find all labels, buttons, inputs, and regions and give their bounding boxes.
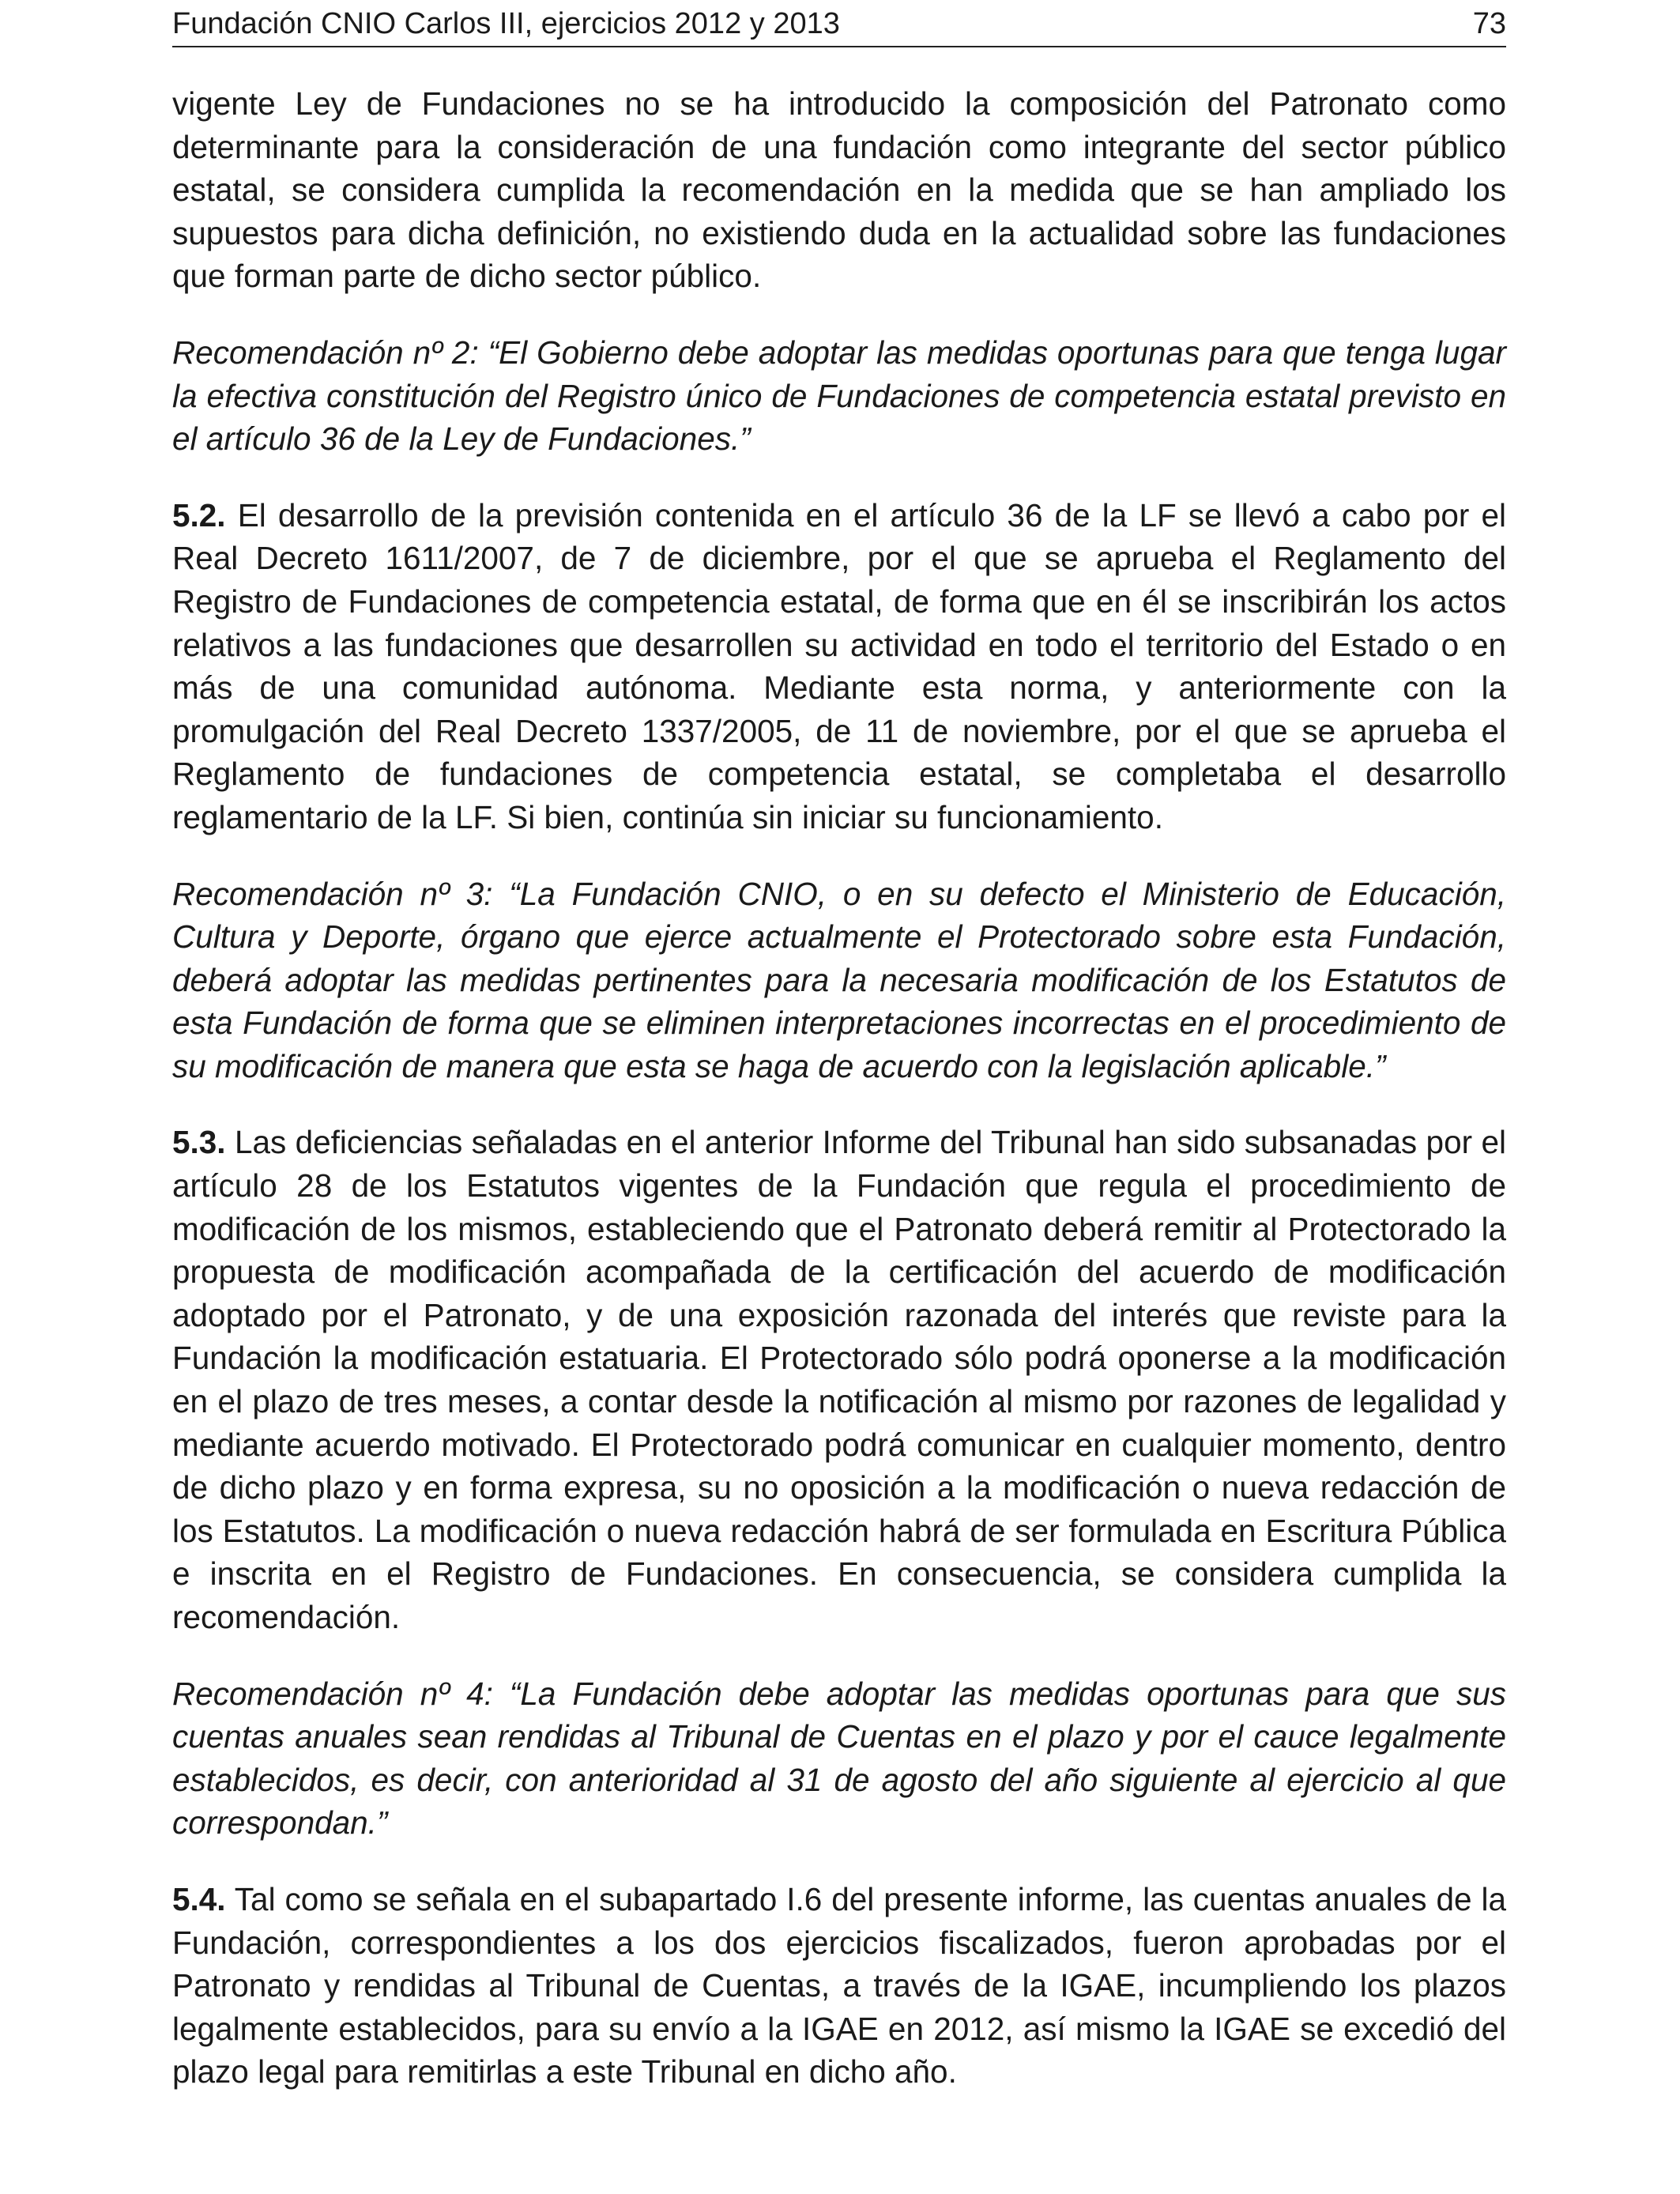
section-5-3 [172,1121,1506,1638]
section-5-2 [172,494,1506,839]
section-number: 5.4. [172,1880,226,1917]
section-number: 5.3. [172,1124,226,1161]
recommendation-text: Recomendación nº 2: “El Gobierno debe adoptar las medidas oportunas para que tenga lugar la efectiva constitución del Registro único de Fundaciones de competencia estatal previsto en el artículo 36 de la Ley de Fundaciones.” [172,334,1506,458]
header-title: Fundación CNIO Carlos III, ejercicios 2012 y 2013 [172,7,840,40]
recommendation-text: Recomendación nº 3: “La Fundación CNIO, o en su defecto el Ministerio de Educación, Cultura y Deporte, órgano que ejerce actualmente el Protectorado sobre esta Fundación, deberá adoptar las medidas pertinentes para la necesaria modificación de los Estatutos de esta Fundación de forma que se eliminen interpretaciones incorrectas en el procedimiento de su modificación de manera que esta se haga de acuerdo con la legislación aplicable.” [172,875,1506,1084]
paragraph-continuation [172,82,1506,298]
section-text: Las deficiencias señaladas en el anterior Informe del Tribunal han sido subsanadas por el artículo 28 de los Estatutos vigentes de la Fundación que regula el procedimiento de modificación de los mismos, estableciendo que el Patronato deberá remitir al Protectorado la propuesta de modificación acompañada de la certificación del acuerdo de modificación adoptado por el Patronato, y de una exposición razonada del interés que reviste para la Fundación la modificación estatuaria. El Protectorado sólo podrá oponerse a la modificación en el plazo de tres meses, a contar desde la notificación al mismo por razones de legalidad y mediante acuerdo motivado. El Protectorado podrá comunicar en cualquier momento, dentro de dicho plazo y en forma expresa, su no oposición a la modificación o nueva redacción de los Estatutos. La modificación o nueva redacción habrá de ser formulada en Escritura Pública e inscrita en el Registro de Fundaciones. En consecuencia, se considera cumplida la recomendación. [172,1124,1506,1635]
document-page [172,0,1506,2127]
section-text: Tal como se señala en el subapartado I.6 del presente informe, las cuentas anuales de la Fundación, correspondientes a los dos ejercicios fiscalizados, fueron aprobadas por el Patronato y rendidas al Tribunal de Cuentas, a través de la IGAE, incumpliendo los plazos legalmente establecidos, para su envío a la IGAE en 2012, así mismo la IGAE se excedió del plazo legal para remitirlas a este Tribunal en dicho año. [172,1880,1506,2090]
recommendation-3 [172,873,1506,1088]
recommendation-2 [172,331,1506,461]
page-number: 73 [1472,7,1506,40]
running-header [172,2,1506,47]
body-text [172,82,1506,2094]
section-5-4 [172,1878,1506,2094]
recommendation-4 [172,1672,1506,1845]
recommendation-text: Recomendación nº 4: “La Fundación debe adoptar las medidas oportunas para que sus cuentas anuales sean rendidas al Tribunal de Cuentas en el plazo y por el cauce legalmente establecidos, es decir, con anterioridad al 31 de agosto del año siguiente al ejercicio al que correspondan.” [172,1675,1506,1842]
section-text: El desarrollo de la previsión contenida en el artículo 36 de la LF se llevó a cabo por el Real Decreto 1611/2007, de 7 de diciembre, por el que se aprueba el Reglamento del Registro de Fundaciones de competencia estatal, de forma que en él se inscribirán los actos relativos a las fundaciones que desarrollen su actividad en todo el territorio del Estado o en más de una comunidad autónoma. Mediante esta norma, y anteriormente con la promulgación del Real Decreto 1337/2005, de 11 de noviembre, por el que se aprueba el Reglamento de fundaciones de competencia estatal, se completaba el desarrollo reglamentario de la LF. Si bien, continúa sin iniciar su funcionamiento. [172,496,1506,835]
paragraph-text: vigente Ley de Fundaciones no se ha introducido la composición del Patronato como determinante para la consideración de una fundación como integrante del sector público estatal, se considera cumplida la recomendación en la medida que se han ampliado los supuestos para dicha definición, no existiendo duda en la actualidad sobre las fundaciones que forman parte de dicho sector público. [172,85,1506,295]
section-number: 5.2. [172,496,226,533]
